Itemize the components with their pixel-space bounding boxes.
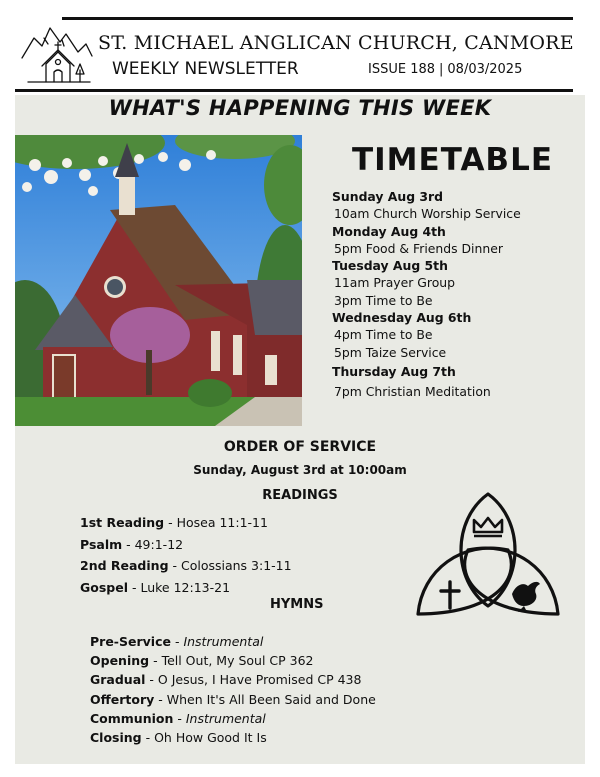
timetable-event: 5pm Food & Friends Dinner: [334, 240, 503, 256]
reading-item: [80, 555, 292, 577]
reading-separator: -: [128, 580, 141, 596]
section-banner-title: WHAT'S HAPPENING THIS WEEK: [108, 96, 492, 120]
timetable-list: [332, 188, 582, 401]
hymn-value: Oh How Good It Is: [154, 730, 267, 746]
hymn-value: Tell Out, My Soul CP 362: [161, 653, 314, 669]
reading-item: [80, 534, 292, 556]
reading-label: Gospel: [80, 580, 128, 596]
reading-item: [80, 577, 292, 599]
hymn-item: [90, 670, 376, 689]
readings-title: READINGS: [262, 488, 338, 503]
timetable-event: 11am Prayer Group: [334, 275, 456, 290]
reading-separator: -: [122, 536, 135, 552]
order-of-service-title: ORDER OF SERVICE: [223, 439, 377, 455]
hymn-separator: -: [173, 710, 186, 726]
timetable-day: Thursday Aug 7th: [332, 364, 456, 379]
hymns-title: HYMNS: [270, 597, 324, 612]
readings-list: [80, 512, 292, 599]
timetable-event: 7pm Christian Meditation: [334, 384, 491, 399]
reading-separator: -: [164, 515, 177, 530]
timetable-event: 10am Church Worship Service: [334, 206, 521, 221]
reading-label: Psalm: [80, 536, 123, 552]
timetable-day: Sunday Aug 3rd: [332, 189, 444, 204]
reading-label: 1st Reading: [80, 515, 165, 530]
hymn-item: [90, 690, 376, 709]
timetable-day: Tuesday Aug 5th: [332, 258, 448, 273]
hymn-item: [90, 651, 376, 670]
hymn-label: Communion: [90, 710, 174, 726]
hymn-item: [90, 632, 376, 651]
reading-item: [80, 512, 292, 534]
hymn-label: Pre-Service: [90, 634, 171, 649]
hymn-separator: -: [141, 730, 155, 746]
hymn-value: When It's All Been Said and Done: [166, 691, 376, 707]
hymn-value: Instrumental: [185, 710, 266, 726]
hymn-label: Closing: [90, 730, 142, 746]
hymn-item: [90, 709, 376, 728]
reading-separator: -: [168, 558, 181, 574]
crown-icon: [474, 518, 502, 536]
church-sketch-logo: [20, 24, 94, 90]
timetable-event: 4pm Time to Be: [334, 327, 433, 342]
dove-icon: [512, 582, 540, 612]
header-top-rule: [62, 17, 573, 20]
issue-number: ISSUE 188: [368, 62, 436, 77]
issue-separator: |: [439, 62, 444, 77]
hymn-separator: -: [154, 691, 167, 707]
hymn-separator: -: [145, 672, 158, 688]
reading-label: 2nd Reading: [80, 558, 169, 574]
timetable-day: Monday Aug 4th: [332, 223, 446, 239]
timetable-event: 3pm Time to Be: [334, 292, 433, 308]
hymn-label: Offertory: [90, 691, 155, 707]
newsletter-title: WEEKLY NEWSLETTER: [112, 59, 299, 79]
timetable-title: TIMETABLE: [352, 142, 553, 178]
hymn-label: Gradual: [90, 672, 146, 688]
issue-date: 08/03/2025: [447, 62, 523, 77]
order-of-service-date: Sunday, August 3rd at 10:00am: [193, 463, 407, 477]
church-name: ST. MICHAEL ANGLICAN CHURCH, CANMORE: [98, 32, 574, 54]
reading-value: Hosea 11:1-11: [176, 515, 268, 530]
hymns-list: [90, 632, 376, 747]
reading-value: 49:1-12: [134, 536, 184, 552]
reading-value: Luke 12:13-21: [140, 580, 231, 596]
issue-info: [368, 62, 522, 77]
reading-value: Colossians 3:1-11: [180, 558, 292, 574]
hymn-value: O Jesus, I Have Promised CP 438: [157, 672, 362, 688]
timetable-day: Wednesday Aug 6th: [332, 310, 472, 325]
hymn-item: [90, 728, 376, 747]
church-photo: [15, 135, 302, 426]
hymn-value: Instrumental: [183, 634, 264, 649]
trinity-symbol-icon: [412, 490, 564, 624]
cross-icon: [441, 582, 459, 608]
hymn-label: Opening: [90, 653, 150, 669]
hymn-separator: -: [149, 653, 162, 669]
header-bottom-rule: [15, 89, 573, 92]
timetable-event: 5pm Taize Service: [334, 344, 447, 360]
hymn-separator: -: [170, 634, 184, 649]
